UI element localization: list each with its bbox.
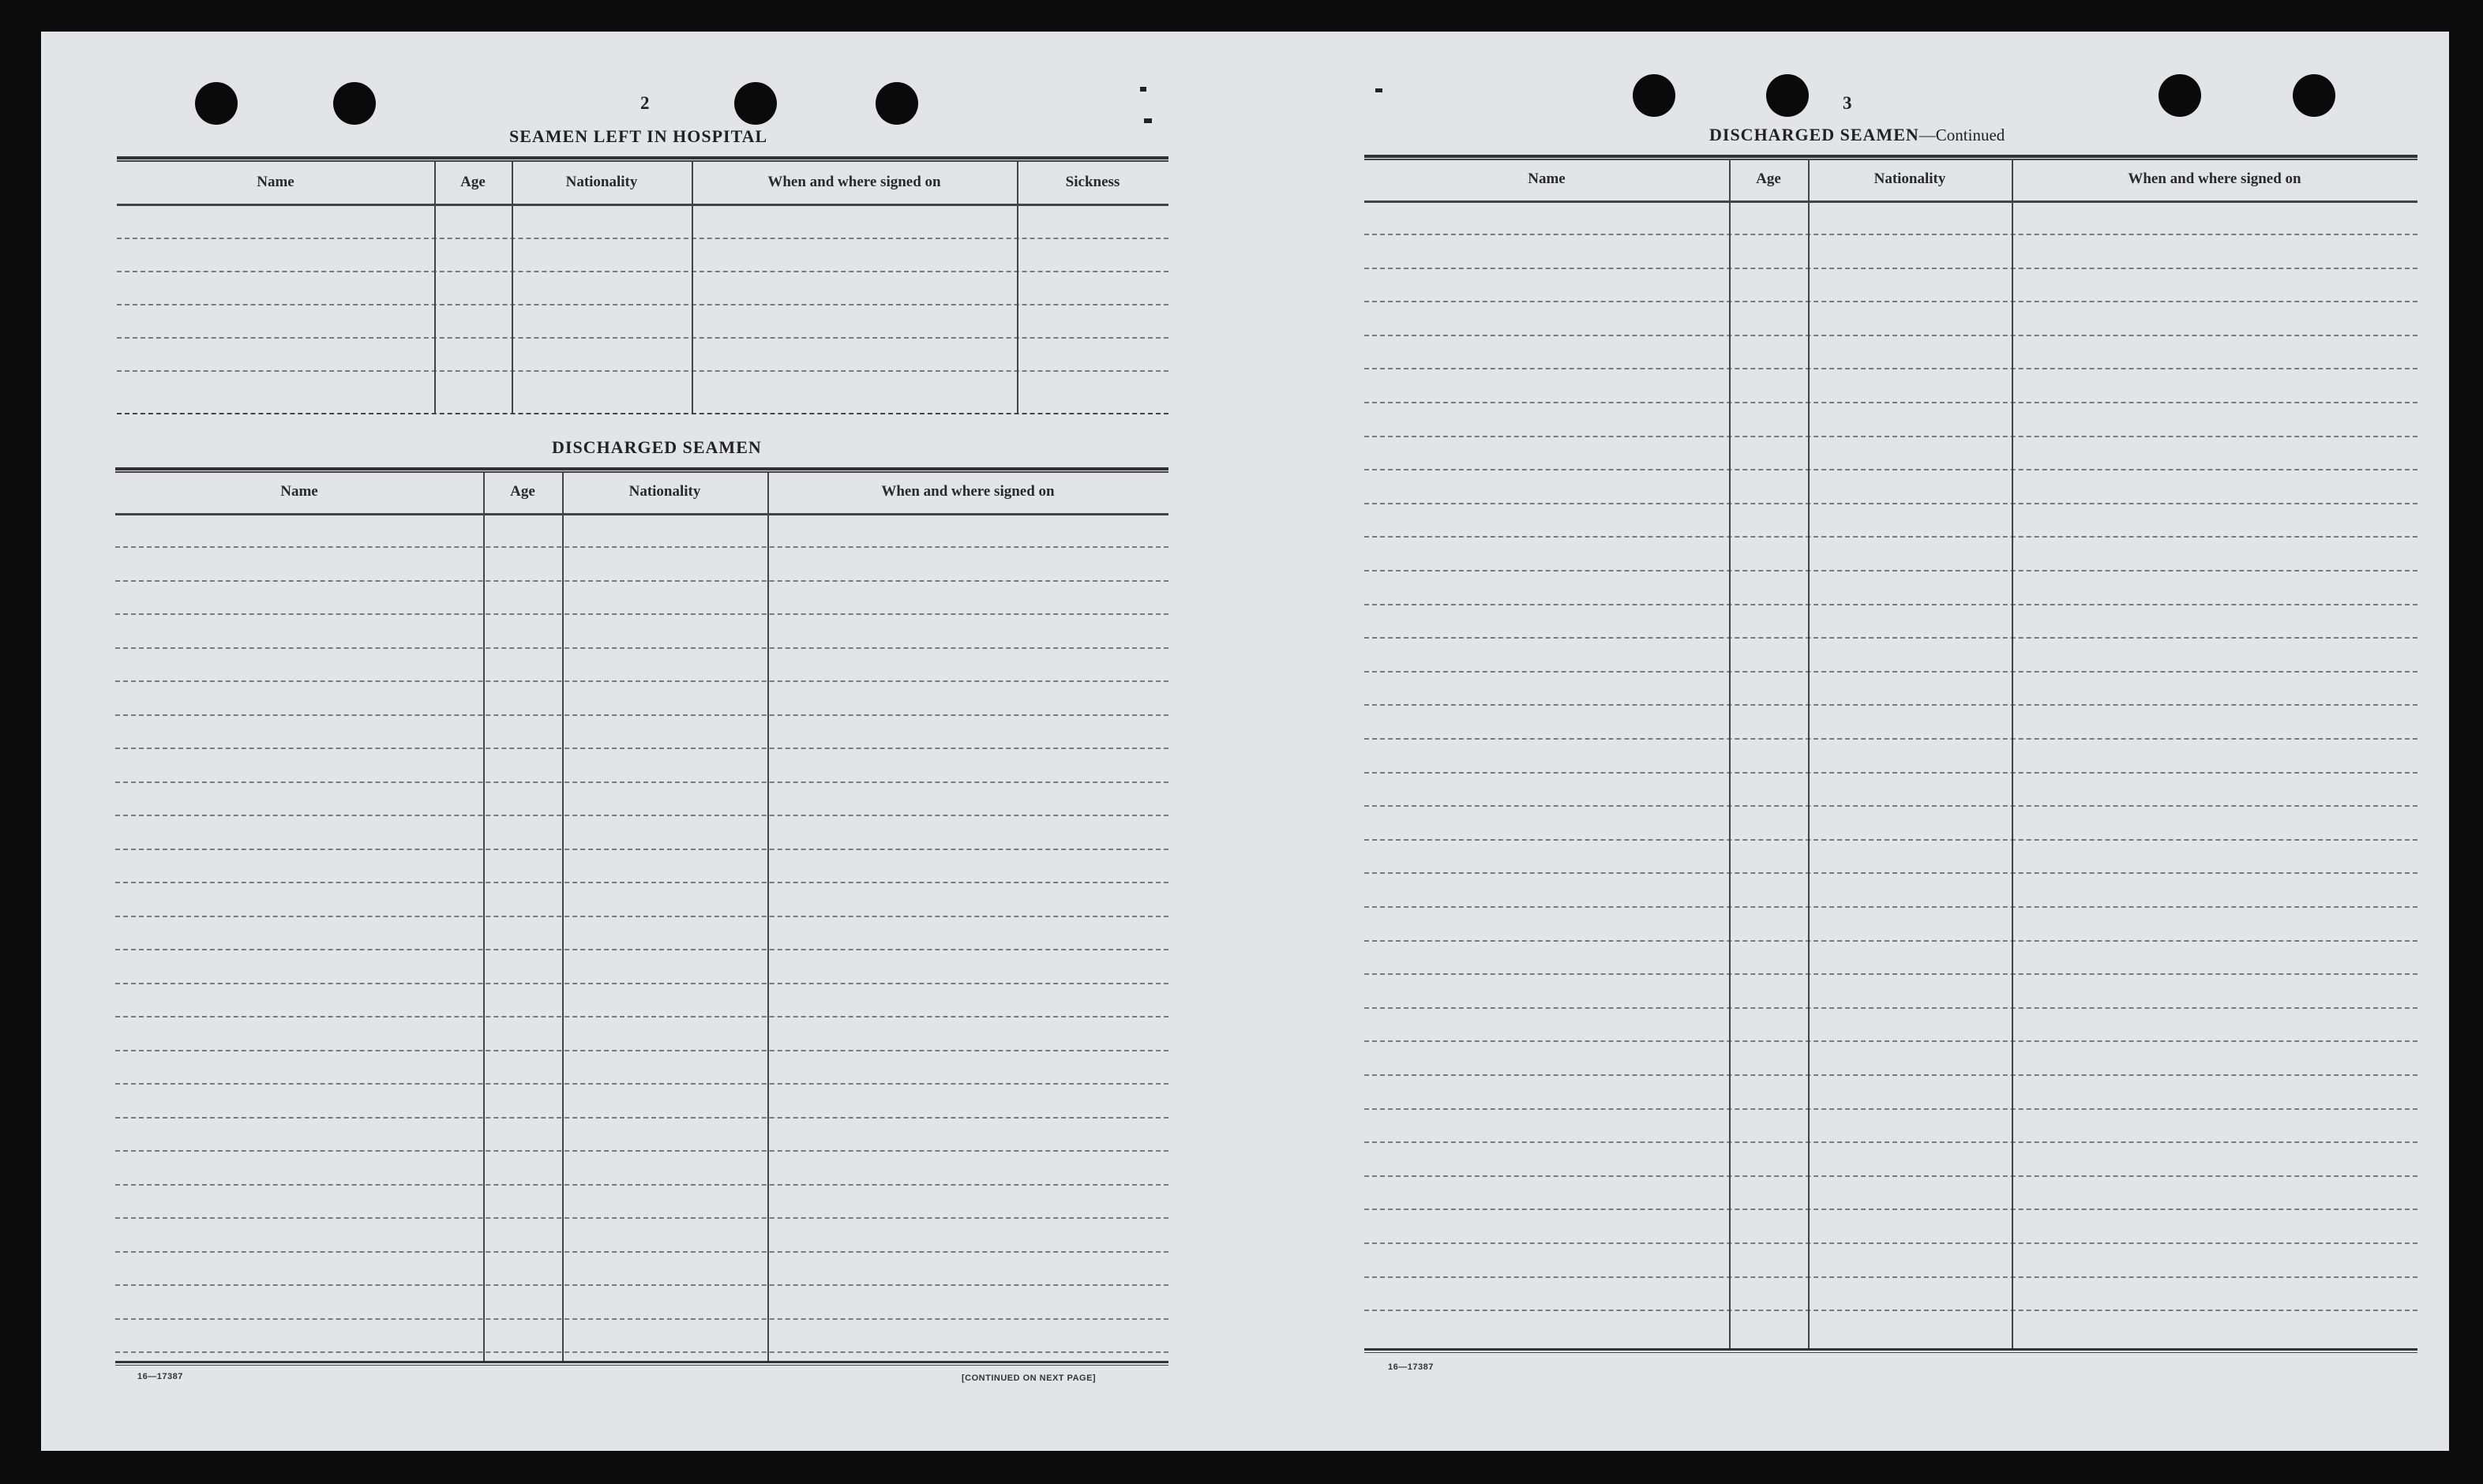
column-rule <box>767 473 769 1363</box>
row-rule <box>115 815 1168 816</box>
row-rule <box>1364 1276 2417 1278</box>
row-rule <box>115 1050 1168 1051</box>
col-header-age: Age <box>1756 171 1781 187</box>
col-header-signed-on: When and where signed on <box>2128 171 2301 187</box>
column-rule <box>512 162 513 414</box>
row-rule <box>1364 368 2417 369</box>
right-page <box>1273 32 2449 1451</box>
row-rule <box>1364 704 2417 706</box>
header-rule <box>117 204 1168 206</box>
row-rule <box>117 337 1168 339</box>
col-header-name: Name <box>257 174 294 190</box>
row-rule <box>1364 234 2417 235</box>
discharged-continued-title <box>1709 125 2005 145</box>
row-rule <box>115 714 1168 716</box>
row-rule <box>1364 1209 2417 1210</box>
col-header-signed-on: When and where signed on <box>767 174 941 190</box>
row-rule <box>1364 872 2417 874</box>
col-header-nationality: Nationality <box>565 174 638 190</box>
row-rule <box>1364 301 2417 302</box>
row-rule <box>1364 1310 2417 1311</box>
row-rule <box>1364 402 2417 403</box>
row-rule <box>117 238 1168 239</box>
row-rule <box>1364 805 2417 807</box>
column-rule <box>1808 160 1810 1351</box>
col-header-age: Age <box>510 483 535 500</box>
row-rule <box>1364 1007 2417 1009</box>
row-rule <box>115 1117 1168 1119</box>
row-rule <box>1364 335 2417 336</box>
row-rule <box>1364 1108 2417 1110</box>
row-rule <box>115 1150 1168 1152</box>
section-title-text: DISCHARGED SEAMEN <box>1709 125 1919 144</box>
page-number: 2 <box>640 93 650 113</box>
form-number: 16—17387 <box>137 1372 183 1381</box>
row-rule <box>115 748 1168 749</box>
hospital-table <box>117 156 1168 448</box>
row-rule <box>1364 1040 2417 1042</box>
column-rule <box>434 162 436 414</box>
row-rule <box>115 1184 1168 1186</box>
row-rule <box>1364 436 2417 437</box>
row-rule <box>1364 570 2417 571</box>
bottom-rule <box>1364 1348 2417 1351</box>
header-rule <box>115 513 1168 515</box>
row-rule <box>1364 906 2417 908</box>
form-number: 16—17387 <box>1388 1362 1434 1372</box>
row-rule <box>1364 738 2417 740</box>
row-rule <box>1364 1242 2417 1244</box>
column-rule <box>562 473 564 1363</box>
row-rule <box>1364 839 2417 841</box>
bottom-rule <box>115 1365 1168 1366</box>
row-rule <box>1364 671 2417 673</box>
row-rule <box>115 580 1168 582</box>
discharged-section-title: DISCHARGED SEAMEN <box>552 437 762 457</box>
row-rule <box>115 983 1168 984</box>
row-rule <box>115 916 1168 917</box>
row-rule <box>115 546 1168 548</box>
continued-note: [CONTINUED ON NEXT PAGE] <box>962 1373 1097 1383</box>
row-rule <box>115 1016 1168 1017</box>
row-rule <box>115 1083 1168 1085</box>
double-rule <box>117 156 1168 162</box>
row-rule <box>115 781 1168 783</box>
continued-suffix: —Continued <box>1919 126 2005 144</box>
row-rule <box>115 1217 1168 1219</box>
hospital-section-title: SEAMEN LEFT IN HOSPITAL <box>509 126 768 146</box>
row-rule <box>117 271 1168 272</box>
row-rule <box>1364 469 2417 470</box>
row-rule <box>1364 268 2417 269</box>
row-rule <box>1364 503 2417 504</box>
row-rule <box>117 370 1168 372</box>
row-rule <box>115 1351 1168 1353</box>
double-rule <box>1364 155 2417 160</box>
row-rule <box>115 1318 1168 1320</box>
row-rule <box>115 949 1168 950</box>
row-rule <box>1364 940 2417 942</box>
col-header-nationality: Nationality <box>628 483 701 500</box>
page-number: 3 <box>1843 93 1852 113</box>
discharged-table <box>115 467 1168 1399</box>
row-rule <box>1364 1074 2417 1076</box>
row-rule <box>115 1284 1168 1286</box>
header-rule <box>1364 200 2417 203</box>
row-rule <box>1364 604 2417 605</box>
register-sheet <box>41 32 2449 1451</box>
row-rule <box>1364 1141 2417 1143</box>
row-rule <box>1364 772 2417 774</box>
col-header-nationality: Nationality <box>1874 171 1946 187</box>
bottom-rule <box>117 413 1168 414</box>
row-rule <box>115 613 1168 615</box>
column-rule <box>692 162 693 414</box>
bottom-rule <box>1364 1352 2417 1353</box>
double-rule <box>115 467 1168 473</box>
bottom-rule <box>115 1361 1168 1363</box>
row-rule <box>1364 1175 2417 1177</box>
col-header-age: Age <box>460 174 486 190</box>
row-rule <box>1364 536 2417 538</box>
column-rule <box>1729 160 1731 1351</box>
row-rule <box>1364 973 2417 975</box>
column-rule <box>1017 162 1018 414</box>
row-rule <box>115 849 1168 850</box>
row-rule <box>115 1251 1168 1253</box>
column-rule <box>2012 160 2013 1351</box>
row-rule <box>115 680 1168 682</box>
row-rule <box>115 882 1168 883</box>
row-rule <box>115 647 1168 649</box>
col-header-name: Name <box>1528 171 1566 187</box>
column-rule <box>483 473 485 1363</box>
row-rule <box>117 304 1168 305</box>
col-header-signed-on: When and where signed on <box>881 483 1055 500</box>
col-header-sickness: Sickness <box>1065 174 1120 190</box>
left-page <box>41 32 1225 1451</box>
row-rule <box>1364 637 2417 639</box>
col-header-name: Name <box>280 483 318 500</box>
discharged-continued-table <box>1364 155 2417 1394</box>
